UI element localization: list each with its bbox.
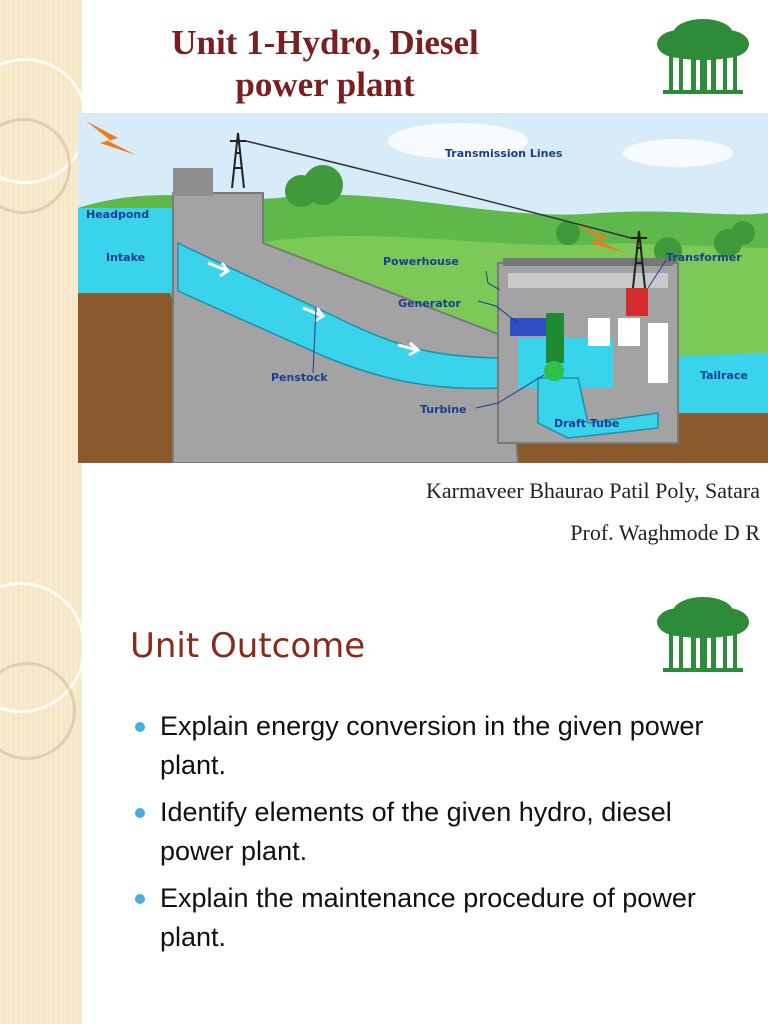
slide-title [110,22,540,106]
label-powerhouse: Powerhouse [383,255,459,268]
label-transmission-lines: Transmission Lines [445,147,563,160]
label-turbine: Turbine [420,403,467,416]
college-credit: Karmaveer Bhaurao Patil Poly, Satara [426,478,760,503]
banyan-tree-logo [655,12,751,98]
label-penstock: Penstock [271,371,328,384]
decorative-side-strip [0,512,82,1024]
label-tailrace: Tailrace [700,369,748,382]
outcome-bullet-3: Explain the maintenance procedure of power plant. [135,879,725,957]
outcome-bullet-list [135,707,725,965]
label-intake: Intake [106,251,146,264]
title-line-1: Unit 1-Hydro, Diesel [171,23,479,62]
outcome-bullet-1: Explain energy conversion in the given power plant. [135,707,725,785]
author-credit: Prof. Waghmode D R [570,520,760,545]
bullet-dot-icon [135,808,145,818]
decorative-side-strip [0,0,82,512]
hydro-power-plant-diagram [78,113,768,463]
title-line-2: power plant [235,65,415,104]
label-transformer: Transformer [666,251,742,264]
bullet-dot-icon [135,722,145,732]
label-draft-tube: Draft Tube [554,417,620,430]
bullet-dot-icon [135,894,145,904]
banyan-tree-logo [655,590,751,676]
outcome-bullet-2: Identify elements of the given hydro, diesel power plant. [135,793,725,871]
outcome-title: Unit Outcome [130,626,366,666]
transformer-unit [626,288,648,316]
label-headpond: Headpond [86,208,150,221]
label-generator: Generator [398,297,461,310]
turbine [544,361,564,381]
